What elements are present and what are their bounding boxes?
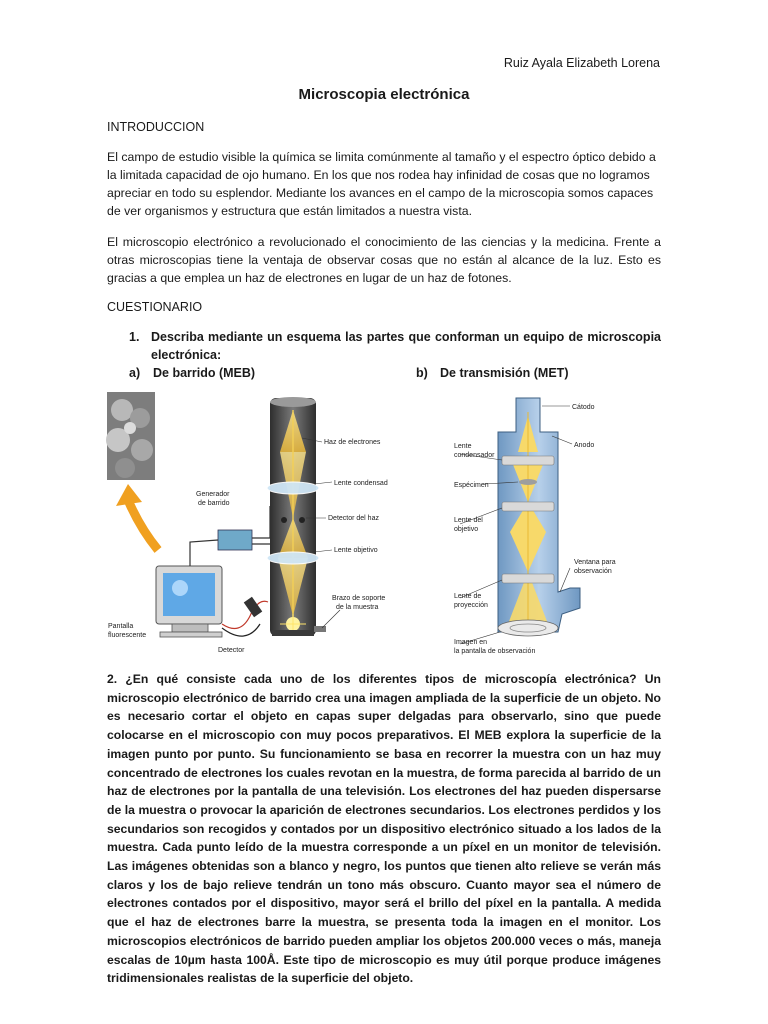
label-screen-2: fluorescente: [108, 632, 147, 639]
question-2-heading: 2. ¿En qué consiste cada uno de los diferentes tipos de microscopía electrónica?: [107, 672, 637, 686]
label-sample-arm-1: Brazo de soporte: [332, 595, 386, 602]
objective-lens: [267, 552, 319, 564]
orange-arrow: [128, 500, 158, 550]
tem-objective-lens: [502, 502, 554, 511]
question-2-body: Un microscopio electrónico de barrido crea una imagen ampliada de la superficie de un objeto. No es necesario cortar el objeto en capas super delgadas para observarlo, sino que puede colocarse en el microscopio con muy pocos preparativos. El MEB explora la superficie de la imagen punto por punto. Su funcionamiento se basa en recorrer la muestra con un haz muy concentrado de electrones los cuales revotan en la muestra, de forma parecida al barrido de un haz de electrones por la pantalla de una televisión. Los electrones del haz pueden dispersarse de la muestra o provocar la aparición de electrones secundarios. Los electrones perdidos y los secundarios son recogidos y contados por un dispositivo electrónico situado a los lados de la muestra. Cada punto leído de la muestra corresponde a un píxel en un monitor de televisión. Las imágenes obtenidas son a blanco y negro, los puntos que tienen alto relieve se verán más claros y los de bajo relieve tendrán un tono más obscuro. Cuanto mayor sea el número de electrones contados por el dispositivo, mayor será el brillo del píxel en la pantalla. A medida que el haz de electrones barre la muestra, se presenta toda la imagen en el monitor. Los microscopios electrónicos de barrido pueden ampliar los objetos 200.000 veces o más, maneja escalas de 10µm hasta 100Å. Este tipo de microscopio es muy útil porque produce imágenes tridimensionales realistas de la superficie del objeto.: [107, 672, 661, 986]
tem-specimen: [519, 479, 537, 485]
label-objective-lens: Lente objetivo: [334, 547, 378, 554]
label-condenser-lens: Lente condensad: [334, 480, 388, 487]
tem-screen: [498, 620, 558, 636]
met-diagram: [420, 392, 660, 662]
meb-diagram: [100, 388, 400, 660]
question-1-number: 1.: [129, 330, 140, 344]
label-screen-1: Pantalla: [108, 623, 134, 630]
subitem-b-text: De transmisión (MET): [440, 366, 569, 380]
label-objective-2: objetivo: [454, 526, 479, 533]
condenser-lens: [267, 482, 319, 494]
intro-paragraph-2: El microscopio electrónico a revolucionado el conocimiento de las ciencias y la medicina. Frente a otras microscopias tiene la ventaja de observar cosas que no están al alcance de la luz. Esto es gracias a que emplea un haz de electrones en lugar de un haz de fotones.: [107, 235, 661, 285]
question-2: [107, 670, 661, 988]
label-anode: Anodo: [574, 442, 595, 449]
label-condenser-1: Lente: [454, 443, 472, 450]
scan-generator: [218, 530, 252, 550]
label-projector-1: Lente de: [454, 593, 482, 600]
subitem-a: [129, 366, 255, 380]
detector-probe: [244, 597, 263, 617]
label-cathode: Cátodo: [572, 404, 595, 411]
label-electron-beam: Haz de electrones: [324, 439, 381, 446]
label-projector-2: proyección: [454, 602, 488, 609]
sem-micrograph: [106, 392, 155, 480]
label-beam-detector: Detector del haz: [328, 515, 379, 522]
intro-heading: INTRODUCCION: [107, 120, 205, 134]
label-scan-generator-1: Generador: [196, 491, 230, 498]
tem-column: [498, 398, 580, 632]
label-specimen: Espécimen: [454, 482, 489, 489]
label-detector: Detector: [218, 647, 245, 654]
page-title: Microscopia electrónica: [298, 86, 470, 103]
subitem-a-text: De barrido (MEB): [153, 366, 256, 380]
label-window-2: observación: [574, 568, 612, 575]
label-objective-1: Lente del: [454, 517, 483, 524]
column-top: [270, 397, 316, 407]
label-condenser-2: condensador: [454, 452, 495, 459]
subitem-b: [416, 366, 569, 380]
tem-projector-lens: [502, 574, 554, 583]
quiz-heading: CUESTIONARIO: [107, 300, 203, 314]
label-window-1: Ventana para: [574, 559, 616, 566]
label-image-2: la pantalla de observación: [454, 648, 536, 655]
sample-arm: [314, 626, 326, 632]
subitem-a-label: a): [129, 366, 141, 380]
monitor-icon: [156, 566, 222, 637]
subitem-b-label: b): [416, 366, 428, 380]
tem-condenser-lens: [502, 456, 554, 465]
question-1-text: Describa mediante un esquema las partes que conforman un equipo de microscopia electrónica:: [151, 330, 661, 362]
label-sample-arm-2: de la muestra: [336, 604, 379, 611]
label-image-1: Imagen en: [454, 639, 488, 646]
orange-arrow-head: [116, 484, 142, 506]
author-name: Ruiz Ayala Elizabeth Lorena: [503, 56, 660, 70]
label-scan-generator-2: de barrido: [198, 500, 230, 507]
intro-paragraph-1: El campo de estudio visible la química se limita comúnmente al tamaño y el espectro óptico debido a la limitada capacidad de ojo humano. En los que nos rodea hay infinidad de cosas que no logramos apreciar en todo su esplendor. Mediante los avances en el campo de la microscopia somos capaces de ver organismos y estructura que están limitados a nuestra vista.: [107, 150, 656, 218]
